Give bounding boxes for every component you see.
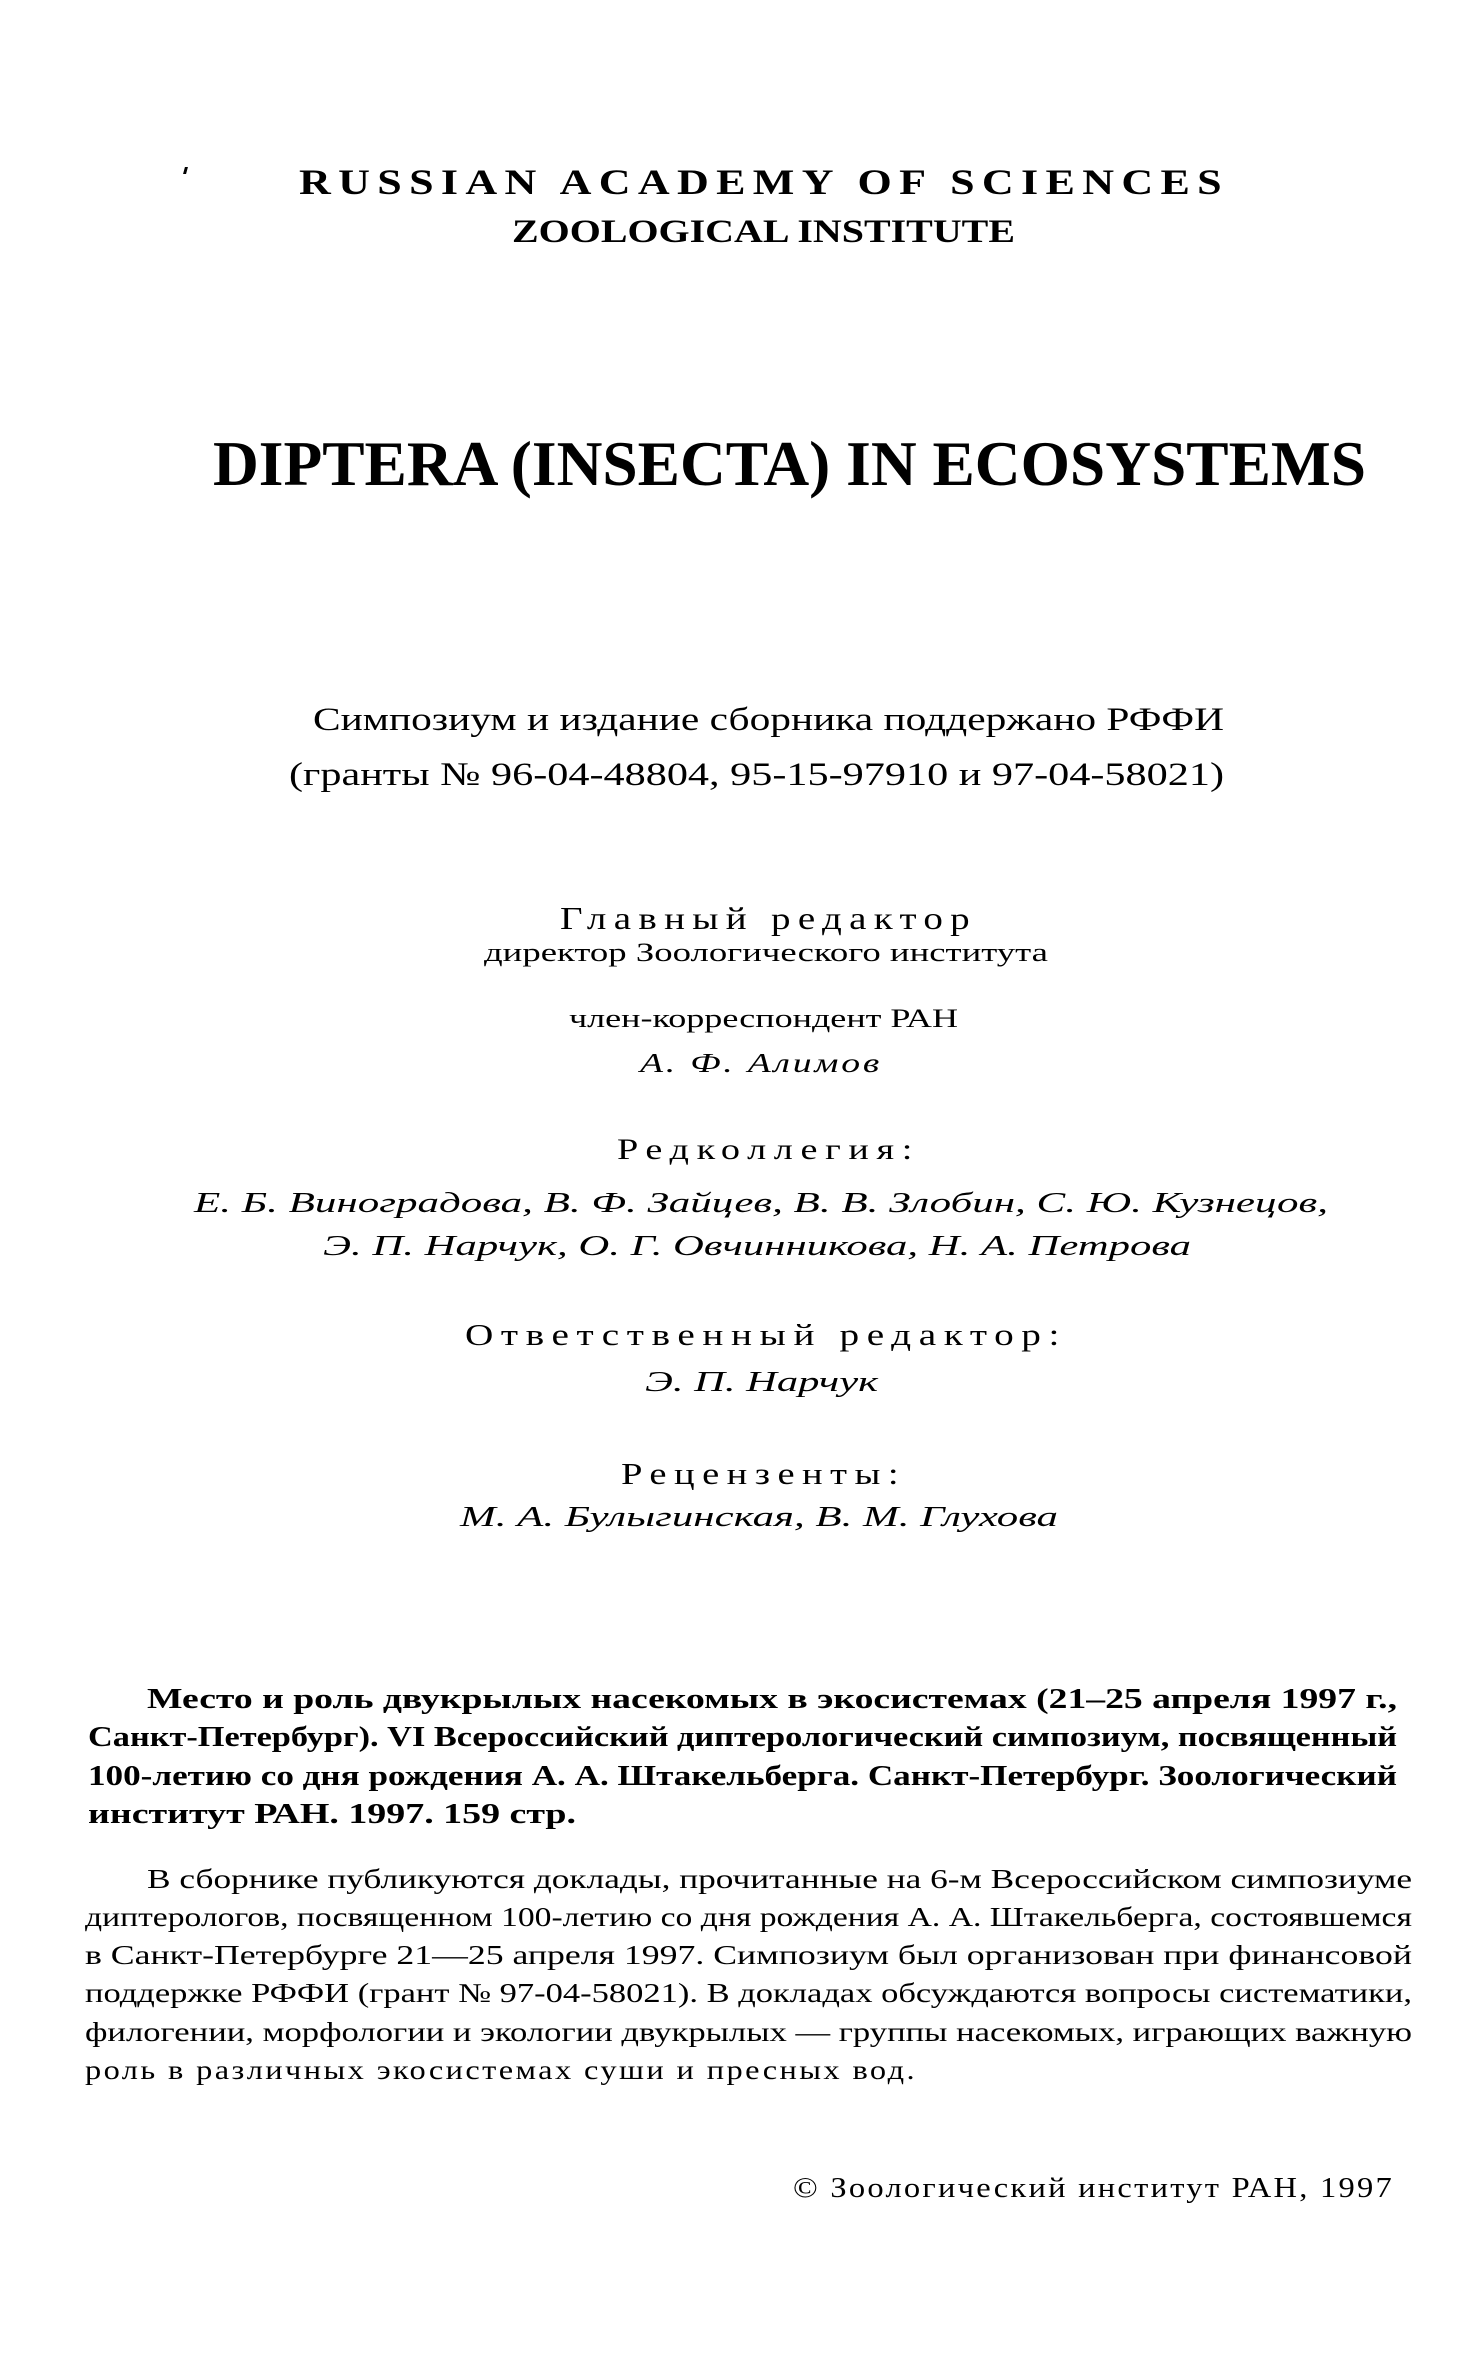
- abstract-line: [147, 1864, 1413, 1894]
- citation-line: [147, 1684, 1398, 1715]
- copyright-notice: [793, 2172, 1394, 2204]
- abstract-line: [85, 1940, 1412, 1970]
- abstract-line-text: диптерологов, посвященном 100-летию со дня рождения А. А. Штакельберга, состоявшемся: [85, 1902, 1412, 1932]
- grant-note-line-1: [313, 702, 1225, 738]
- citation-line: [88, 1722, 1398, 1753]
- abstract-line: [85, 1978, 1412, 2008]
- editor-in-chief-rank-text: член-корреспондент РАН: [569, 1004, 959, 1033]
- editor-in-chief-name: [640, 1048, 882, 1078]
- grant-note-line-2: [289, 757, 1225, 793]
- abstract-line: [85, 2055, 917, 2085]
- abstract-line-text: в Санкт-Петербурге 21—25 апреля 1997. Симпозиум был организован при финансовой: [85, 1940, 1412, 1970]
- citation-line-text: Место и роль двукрылых насекомых в экосистемах (21–25 апреля 1997 г.,: [147, 1684, 1398, 1715]
- citation-line: [88, 1761, 1397, 1792]
- copyright-notice-text: © Зоологический институт РАН, 1997: [793, 2172, 1394, 2204]
- citation-line-text: 100-летию со дня рождения А. А. Штакельберга. Санкт-Петербург. Зоологический: [88, 1761, 1397, 1792]
- abstract-line-text: роль в различных экосистемах суши и пресных вод.: [85, 2055, 917, 2085]
- editorial-board-line-2: [323, 1230, 1191, 1262]
- editor-in-chief-position: [484, 938, 1048, 967]
- editor-in-chief-rank: [569, 1004, 959, 1033]
- abstract-line-text: В сборнике публикуются доклады, прочитанные на 6-м Всероссийском симпозиуме: [147, 1864, 1413, 1894]
- editor-in-chief-position-text: директор Зоологического института: [484, 938, 1048, 967]
- editor-in-chief-heading-text: Главный редактор: [560, 900, 977, 936]
- managing-editor-heading: [465, 1317, 1067, 1352]
- editorial-board-line-1: [194, 1187, 1328, 1219]
- citation-line-text: институт РАН. 1997. 159 стр.: [88, 1799, 577, 1830]
- book-title: [213, 428, 1377, 499]
- managing-editor-heading-text: Ответственный редактор:: [465, 1317, 1067, 1352]
- citation-line-text: Санкт-Петербург). VI Всероссийский диптерологический симпозиум, посвященный: [88, 1722, 1398, 1753]
- editor-in-chief-name-text: А. Ф. Алимов: [640, 1048, 882, 1078]
- reviewers-names: [460, 1501, 1058, 1533]
- institute-name-text: ZOOLOGICAL INSTITUTE: [512, 214, 1015, 250]
- organization-name: [299, 162, 1230, 202]
- grant-note-line-1-text: Симпозиум и издание сборника поддержано РФФИ: [313, 702, 1225, 738]
- abstract-line: [85, 1902, 1412, 1932]
- reviewers-heading-text: Рецензенты:: [621, 1456, 907, 1491]
- managing-editor-name: [645, 1366, 879, 1398]
- abstract-line-text: поддержке РФФИ (грант № 97-04-58021). В докладах обсуждаются вопросы систематики,: [85, 1978, 1412, 2008]
- grant-note-line-2-text: (гранты № 96-04-48804, 95-15-97910 и 97-04-58021): [289, 757, 1225, 793]
- organization-name-text: RUSSIAN ACADEMY OF SCIENCES: [299, 162, 1230, 202]
- abstract-line: [85, 2017, 1413, 2047]
- abstract-line-text: филогении, морфологии и экологии двукрылых — группы насекомых, играющих важную: [85, 2017, 1413, 2047]
- citation-line: [88, 1799, 577, 1830]
- editorial-board-line-1-text: Е. Б. Виноградова, В. Ф. Зайцев, В. В. Злобин, С. Ю. Кузнецов,: [194, 1187, 1328, 1219]
- editor-in-chief-heading: [560, 900, 977, 936]
- reviewers-heading: [621, 1456, 907, 1491]
- scan-speck: [183, 167, 188, 174]
- book-title-text: DIPTERA (INSECTA) IN ECOSYSTEMS: [213, 428, 1367, 499]
- reviewers-names-text: М. А. Булыгинская, В. М. Глухова: [460, 1501, 1058, 1533]
- editorial-board-heading: [617, 1133, 921, 1166]
- editorial-board-line-2-text: Э. П. Нарчук, О. Г. Овчинникова, Н. А. Петрова: [323, 1230, 1191, 1262]
- editorial-board-heading-text: Редколлегия:: [617, 1133, 921, 1166]
- managing-editor-name-text: Э. П. Нарчук: [645, 1366, 879, 1398]
- institute-name: [512, 214, 1015, 250]
